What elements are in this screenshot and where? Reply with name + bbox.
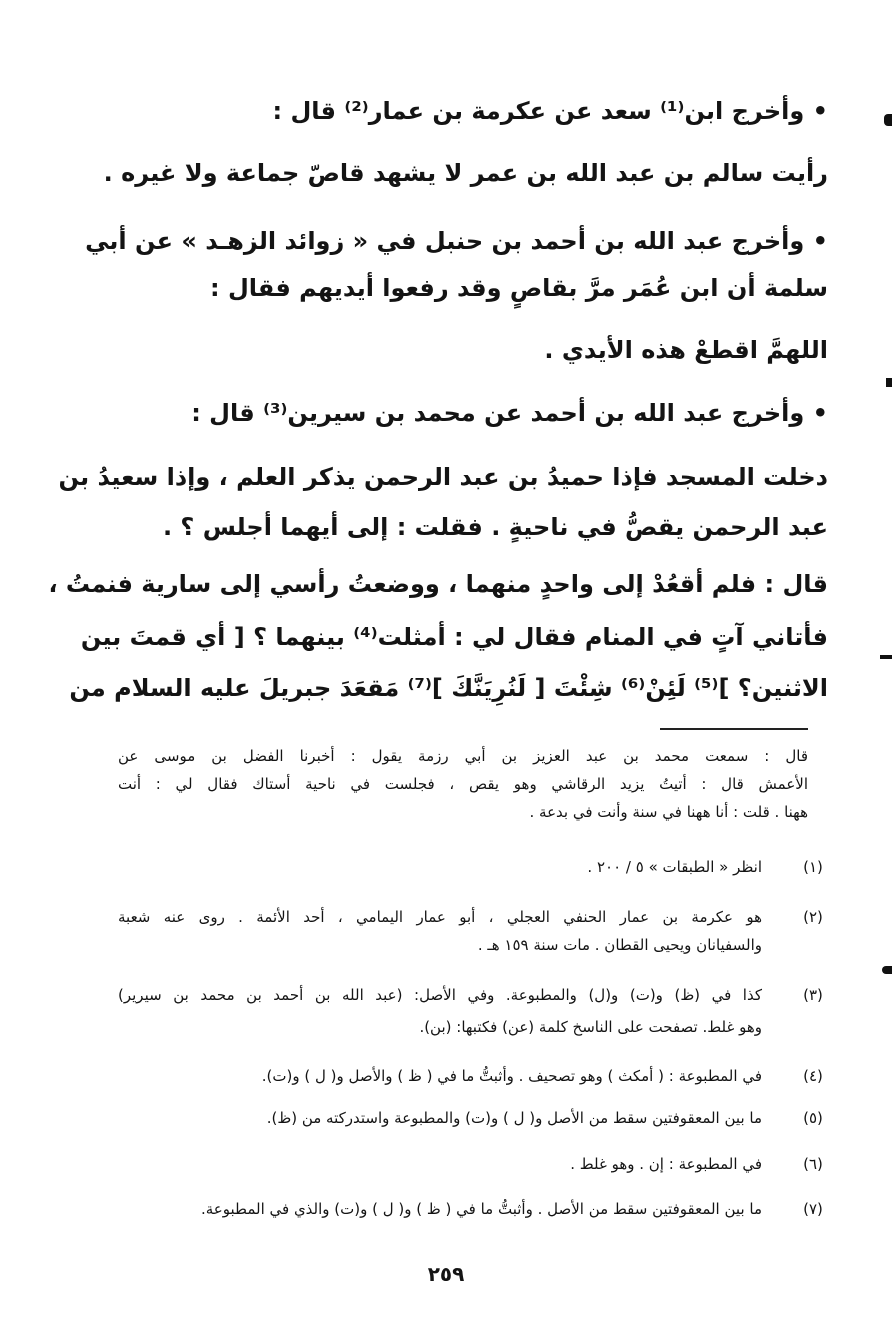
footnote-text: والسفيانان ويحيى القطان . مات سنة ١٥٩ هـ . bbox=[477, 936, 762, 954]
footnote-continuation-line: قال : سمعت محمد بن عبد العزيز بن أبي رزمة يقول : أخبرنا الفضل بن موسى عن bbox=[118, 747, 808, 765]
main-text-line: دخلت المسجد فإذا حميدُ بن عبد الرحمن يذكر العلم ، وإذا سعيدُ بن bbox=[58, 463, 828, 491]
main-text-line: قال : فلم أقعُدْ إلى واحدٍ منهما ، ووضعتُ رأسي إلى سارية فنمتُ ، bbox=[48, 570, 828, 598]
footnote-text: وهو غلط. تصفحت على الناسخ كلمة (عن) فكتبها: (بن). bbox=[419, 1018, 762, 1036]
main-text-line: اللهمَّ اقطعْ هذه الأيدي . bbox=[544, 336, 828, 364]
scan-edge-mark bbox=[880, 655, 892, 659]
footnote-continuation-line: الأعمش قال : أتيتُ يزيد الرقاشي وهو يقص ، فجلست في ناحية أستاك فقال لي : أنت bbox=[118, 775, 808, 793]
footnote-number: (٦) bbox=[803, 1155, 823, 1173]
footnote-number: (٧) bbox=[803, 1200, 823, 1218]
footnote-text: في المطبوعة : ( أمكث ) وهو تصحيف . وأثبتُّ ما في ( ظ ) والأصل و( ل ) و(ت). bbox=[261, 1067, 762, 1085]
footnote-text: ما بين المعقوفتين سقط من الأصل و( ل ) و(ت) والمطبوعة واستدركته من (ظ). bbox=[266, 1109, 762, 1127]
main-text-line: الاثنين؟ ]⁽⁵⁾ لَئِنْ⁽⁶⁾ شِئْتَ [ لَنُرِيَنَّكَ ]⁽⁷⁾ مَقعَدَ جبريلَ عليه السلام من bbox=[69, 674, 828, 702]
main-text-line: سلمة أن ابن عُمَر مرَّ بقاصٍ وقد رفعوا أيديهم فقال : bbox=[210, 274, 828, 302]
footnote-continuation-line: ههنا . قلت : أنا ههنا في سنة وأنت في بدعة . bbox=[529, 803, 808, 821]
footnote-text: هو عكرمة بن عمار الحنفي العجلي ، أبو عمار اليمامي ، أحد الأئمة . روى عنه شعبة bbox=[118, 908, 762, 926]
main-text-line: • وأخرج عبد الله بن أحمد عن محمد بن سيرين⁽³⁾ قال : bbox=[191, 399, 828, 427]
footnote-number: (٤) bbox=[803, 1067, 823, 1085]
footnote-text: كذا في (ظ) و(ت) و(ل) والمطبوعة. وفي الأصل: (عبد الله بن أحمد بن محمد بن سيرير) bbox=[118, 986, 762, 1004]
scan-edge-mark bbox=[882, 966, 892, 974]
footnote-text: انظر « الطبقات » ٥ / ٢٠٠ . bbox=[587, 858, 762, 876]
main-text-line: • وأخرج عبد الله بن أحمد بن حنبل في « زوائد الزهـد » عن أبي bbox=[85, 227, 828, 255]
footnote-text: ما بين المعقوفتين سقط من الأصل . وأثبتُّ ما في ( ظ ) و( ل ) و(ت) والذي في المطبوعة. bbox=[200, 1200, 762, 1218]
scan-edge-mark bbox=[884, 114, 892, 126]
footnote-number: (٥) bbox=[803, 1109, 823, 1127]
main-text-line: رأيت سالم بن عبد الله بن عمر لا يشهد قاصّ جماعة ولا غيره . bbox=[103, 159, 828, 187]
footnote-separator bbox=[660, 728, 808, 730]
scan-edge-mark bbox=[886, 378, 892, 387]
footnote-number: (٣) bbox=[803, 986, 823, 1004]
main-text-line: • وأخرج ابن⁽¹⁾ سعد عن عكرمة بن عمار⁽²⁾ قال : bbox=[272, 97, 828, 125]
main-text-line: عبد الرحمن يقصُّ في ناحيةٍ . فقلت : إلى أيهما أجلس ؟ . bbox=[162, 513, 828, 541]
main-text-line: فأتاني آتٍ في المنام فقال لي : أمثلت⁽⁴⁾ بينهما ؟ [ أي قمتَ بين bbox=[80, 623, 828, 651]
footnote-number: (١) bbox=[803, 858, 823, 876]
footnote-text: في المطبوعة : إن . وهو غلط . bbox=[570, 1155, 762, 1173]
page-number: ٢٥٩ bbox=[427, 1262, 465, 1286]
footnote-number: (٢) bbox=[803, 908, 823, 926]
